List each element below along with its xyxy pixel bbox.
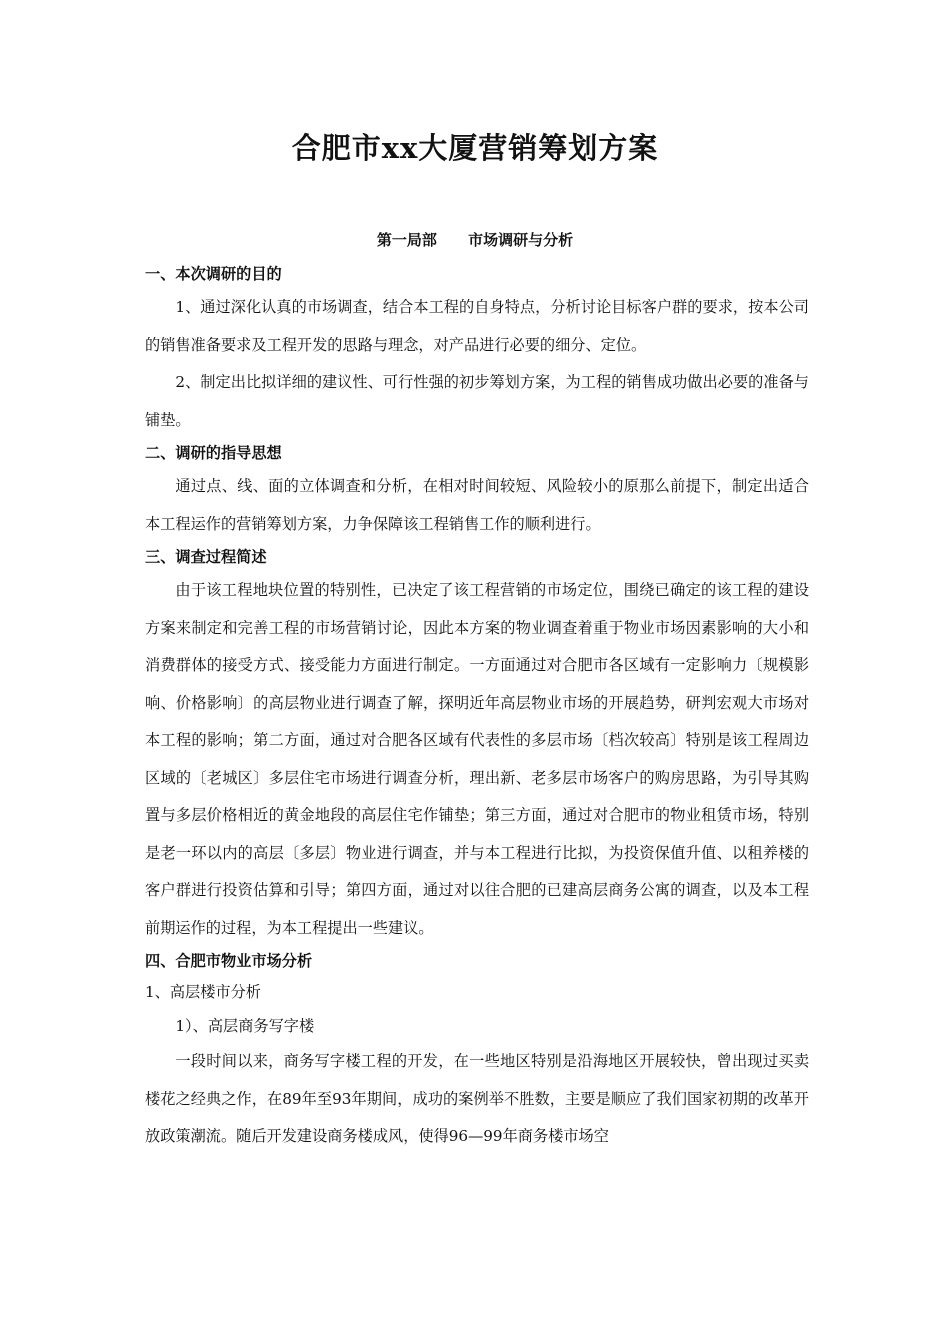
document-body [145,260,809,1156]
paragraph: 一段时间以来，商务写字楼工程的开发，在一些地区特别是沿海地区开展较快，曾出现过买卖楼花之经典之作，在89年至93年期间，成功的案例举不胜数，主要是顺应了我们国家初期的改革开放政策潮流。随后开发建设商务楼成风，使得96—99年商务楼市场空 [145,1052,809,1145]
section-heading: 三、调查过程简述 [145,548,267,566]
part-title: 第一局部 市场调研与分析 [376,231,574,249]
document-title: 合肥市xx大厦营销筹划方案 [291,131,659,165]
section-heading: 二、调研的指导思想 [145,444,282,462]
subheading: 1、高层楼市分析 [145,983,261,1001]
subsubheading: 1）、高层商务写字楼 [175,1017,315,1035]
section-guiding-idea [145,439,809,543]
paragraph: 1、通过深化认真的市场调查，结合本工程的自身特点，分析讨论目标客户群的要求，按本公司的销售准备要求及工程开发的思路与理念，对产品进行必要的细分、定位。 [145,298,809,354]
paragraph: 通过点、线、面的立体调查和分析，在相对时间较短、风险较小的原那么前提下，制定出适合本工程运作的营销筹划方案，力争保障该工程销售工作的顺利进行。 [145,477,809,533]
paragraph: 由于该工程地块位置的特别性，已决定了该工程营销的市场定位，围绕已确定的该工程的建设方案来制定和完善工程的市场营销讨论，因此本方案的物业调查着重于物业市场因素影响的大小和消费群体的接受方式、接受能力方面进行制定。一方面通过对合肥市各区域有一定影响力〔规模影响、价格影响〕的高层物业进行调查了解，探明近年高层物业市场的开展趋势，研判宏观大市场对本工程的影响；第二方面，通过对合肥各区域有代表性的多层市场〔档次较高〕特别是该工程周边区域的〔老城区〕多层住宅市场进行调查分析，理出新、老多层市场客户的购房思路，为引导其购置与多层价格相近的黄金地段的高层住宅作铺垫；第三方面，通过对合肥市的物业租赁市场，特别是老一环以内的高层〔多层〕物业进行调查，并与本工程进行比拟，为投资保值升值、以租养楼的客户群进行投资估算和引导；第四方面，通过对以往合肥的已建高层商务公寓的调查，以及本工程前期运作的过程，为本工程提出一些建议。 [145,581,809,937]
section-purpose [145,260,809,439]
section-heading: 一、本次调研的目的 [145,265,282,283]
paragraph: 2、制定出比拟详细的建议性、可行性强的初步筹划方案，为工程的销售成功做出必要的准备与铺垫。 [145,373,809,429]
section-survey-process [145,543,809,947]
section-heading: 四、合肥市物业市场分析 [145,952,313,970]
section-market-analysis [145,947,809,1156]
